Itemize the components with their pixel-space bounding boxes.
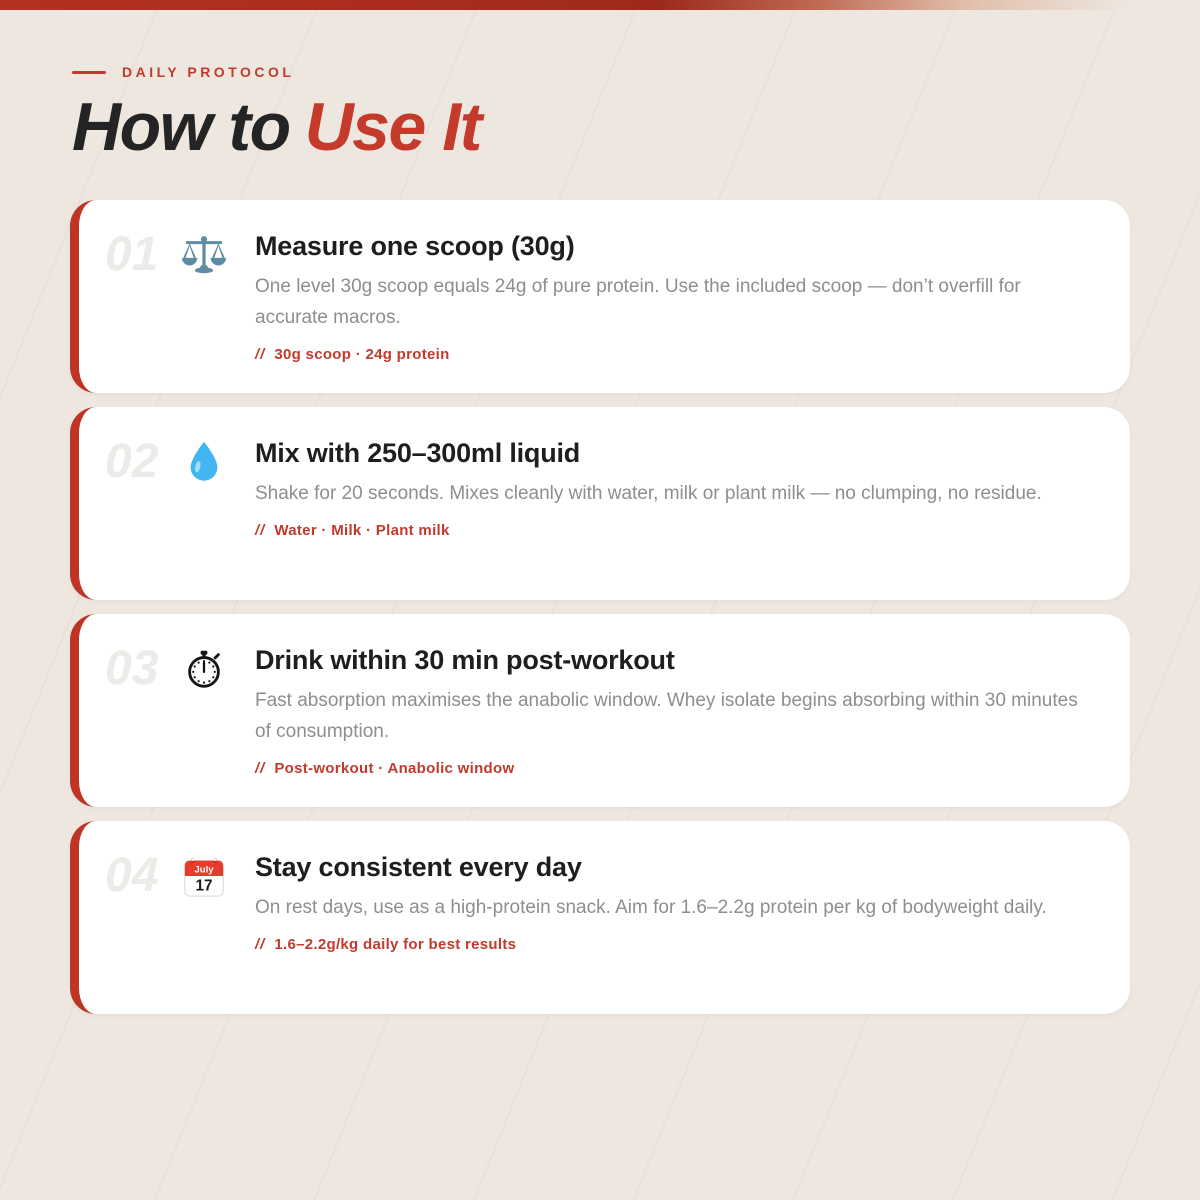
- page-title-dark: How to: [72, 89, 290, 165]
- step-description: One level 30g scoop equals 24g of pure protein. Use the included scoop — don’t overfill for accurate macros.: [255, 276, 1021, 329]
- step-card-1: [70, 200, 1130, 393]
- page-title: [72, 89, 481, 165]
- tag-slashes: //: [255, 936, 266, 954]
- step-content: [255, 644, 1090, 777]
- tag-slashes: //: [255, 759, 266, 777]
- tag-slashes: //: [255, 345, 266, 363]
- tag-text: Water · Milk · Plant milk: [274, 522, 450, 540]
- tag-slashes: //: [255, 522, 266, 540]
- step-description: On rest days, use as a high-protein snack. Aim for 1.6–2.2g protein per kg of bodyweight daily.: [255, 897, 1047, 919]
- step-description: Shake for 20 seconds. Mixes cleanly with water, milk or plant milk — no clumping, no residue.: [255, 483, 1042, 505]
- eyebrow-row: [72, 64, 481, 80]
- page-title-accent: Use It: [304, 89, 481, 165]
- step-title: Measure one scoop (30g): [255, 231, 575, 261]
- stopwatch-icon: [181, 646, 227, 692]
- step-card-3: [70, 614, 1130, 807]
- top-accent-bar: [0, 0, 1200, 10]
- step-content: [255, 437, 1090, 539]
- calendar-day-label: 17: [195, 877, 213, 895]
- calendar-icon: [181, 853, 227, 899]
- step-number: 02: [105, 435, 159, 488]
- step-number: 03: [105, 642, 159, 695]
- eyebrow-label: DAILY PROTOCOL: [122, 64, 295, 80]
- step-title: Drink within 30 min post-workout: [255, 645, 675, 675]
- step-card-4: [70, 821, 1130, 1014]
- step-number: 01: [105, 228, 159, 281]
- step-description: Fast absorption maximises the anabolic window. Whey isolate begins absorbing within 30 minutes of consumption.: [255, 690, 1078, 743]
- step-tag: [255, 346, 1090, 363]
- tag-text: Post-workout · Anabolic window: [274, 759, 515, 777]
- step-tag: [255, 936, 1090, 953]
- step-title: Stay consistent every day: [255, 852, 582, 882]
- step-content: [255, 851, 1090, 953]
- step-tag: [255, 522, 1090, 539]
- calendar-month-label: July: [194, 864, 214, 876]
- section-header: [72, 64, 481, 163]
- step-number: 04: [105, 849, 159, 902]
- tag-text: 30g scoop · 24g protein: [274, 345, 450, 363]
- steps-list: [70, 200, 1130, 1014]
- eyebrow-dash: [72, 71, 106, 74]
- step-content: [255, 230, 1090, 363]
- tag-text: 1.6–2.2g/kg daily for best results: [274, 936, 517, 954]
- step-title: Mix with 250–300ml liquid: [255, 438, 581, 468]
- step-tag: [255, 760, 1090, 777]
- water-drop-icon: [181, 439, 227, 485]
- step-card-2: [70, 407, 1130, 600]
- balance-scale-icon: [181, 232, 227, 278]
